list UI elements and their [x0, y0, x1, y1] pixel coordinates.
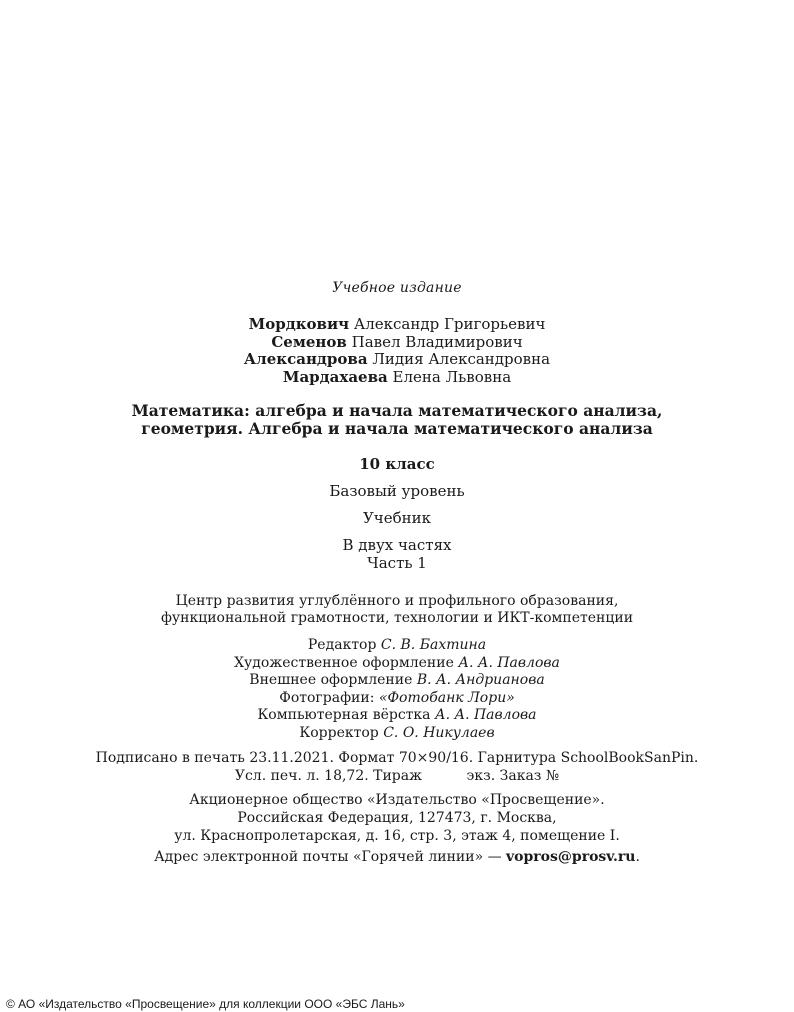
parts-line-1: В двух частях [342, 536, 452, 554]
author-line [0, 334, 794, 352]
level-label [0, 482, 794, 500]
department-line-2: функциональной грамотности, технологии и ИКТ-компетенции [160, 610, 634, 626]
author-surname: Семенов [271, 332, 347, 351]
book-title [0, 402, 794, 438]
credit-role: Внешнее оформление [249, 672, 413, 688]
publisher-line-3: ул. Краснопролетарская, д. 16, стр. 3, этаж 4, помещение I. [174, 828, 620, 844]
print-info-line-1: Подписано в печать 23.11.2021. Формат 70×90/16. Гарнитура SchoolBookSanPin. [95, 750, 699, 766]
department-label [0, 593, 794, 627]
author-surname: Мордкович [248, 315, 350, 333]
parts-line-2: Часть 1 [367, 553, 427, 572]
author-line [0, 351, 794, 369]
book-title-line-2: геометрия. Алгебра и начала математического анализа [141, 419, 653, 438]
credits-list [0, 637, 794, 742]
credit-role: Фотографии: [279, 689, 375, 706]
kind-text: Учебник [362, 509, 432, 527]
authors-list [0, 316, 794, 386]
author-name: Елена Львовна [392, 367, 512, 386]
credit-role: Корректор [299, 724, 379, 741]
author-name: Лидия Александровна [372, 350, 551, 368]
print-info-line-2: Усл. печ. л. 18,72. Тираж экз. Заказ № [234, 768, 560, 784]
hotline-email [0, 849, 794, 865]
author-name: Александр Григорьевич [353, 315, 546, 333]
copyright-notice: © АО «Издательство «Просвещение» для коллекции ООО «ЭБС Лань» [6, 997, 405, 1011]
credit-person: А. А. Павлова [434, 707, 537, 723]
credit-person: В. А. Андрианова [416, 672, 545, 688]
hotline-email-address: vopros@prosv.ru [506, 849, 636, 865]
credit-person: С. О. Никулаев [383, 724, 495, 741]
hotline-email-label: Адрес электронной почты «Горячей линии» — [154, 849, 507, 865]
credit-line [0, 637, 794, 655]
author-line [0, 316, 794, 334]
series-label-text: Учебное издание [332, 280, 462, 296]
credit-person: «Фотобанк Лори» [378, 689, 515, 706]
department-line-1: Центр развития углублённого и профильного образования, [175, 593, 619, 609]
publisher-line-2: Российская Федерация, 127473, г. Москва, [237, 810, 557, 826]
print-info [0, 749, 794, 785]
credit-person: С. В. Бахтина [380, 637, 487, 653]
author-surname: Александрова [243, 350, 368, 368]
book-title-line-1: Математика: алгебра и начала математического анализа, [131, 401, 663, 420]
hotline-email-suffix: . [635, 849, 640, 865]
grade-label [0, 455, 794, 473]
hotline-email-line [0, 849, 794, 865]
credit-role: Редактор [307, 637, 377, 653]
credit-line [0, 690, 794, 708]
level-text: Базовый уровень [329, 482, 465, 500]
publisher-info [0, 791, 794, 845]
credit-line [0, 725, 794, 743]
credit-person: А. А. Павлова [458, 654, 560, 671]
credit-line [0, 707, 794, 725]
grade-text: 10 класс [359, 455, 435, 473]
kind-label [0, 509, 794, 527]
series-label [0, 280, 794, 296]
credit-role: Художественное оформление [234, 654, 454, 671]
credit-line [0, 672, 794, 690]
author-line [0, 369, 794, 387]
credit-line [0, 655, 794, 673]
author-name: Павел Владимирович [351, 332, 523, 351]
parts-label [0, 537, 794, 572]
publisher-line-1: Акционерное общество «Издательство «Просвещение». [189, 792, 605, 808]
credit-role: Компьютерная вёрстка [257, 707, 431, 723]
author-surname: Мардахаева [282, 367, 388, 386]
